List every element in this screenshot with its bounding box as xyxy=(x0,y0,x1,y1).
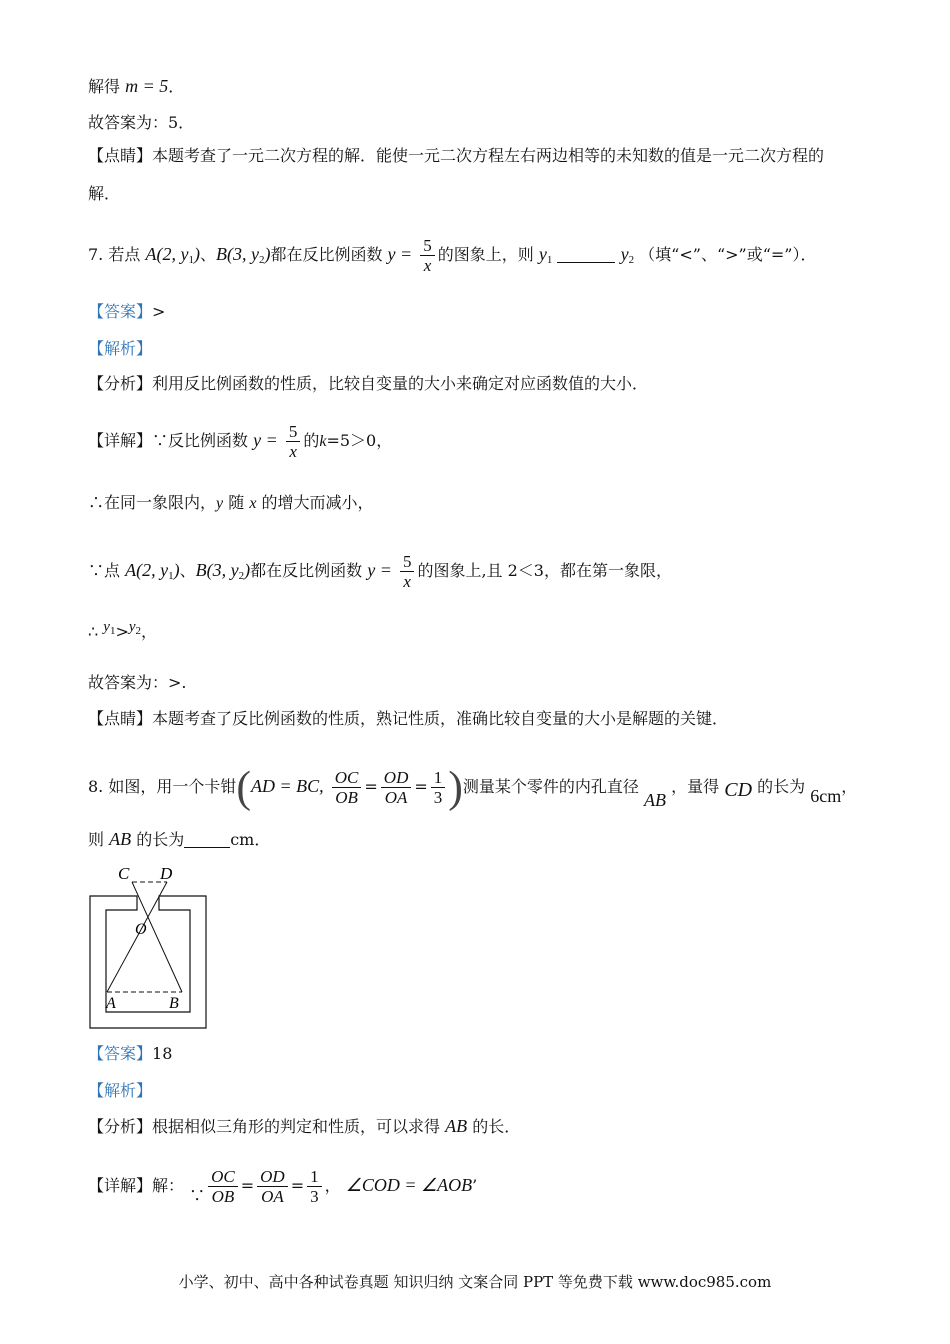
answer-label: 【答案】 xyxy=(88,302,153,321)
fraction-oc-ob xyxy=(208,1167,238,1206)
frac-den: x xyxy=(289,442,297,461)
so-line-1 xyxy=(88,493,374,514)
point-a: A(2, $y_1$) xyxy=(145,244,200,266)
label-b: B xyxy=(169,995,179,1012)
detail-8 xyxy=(88,1162,477,1208)
frac-num: 5 xyxy=(420,236,435,256)
frac-den: OA xyxy=(261,1187,284,1206)
frac-den: OA xyxy=(384,788,408,807)
because: ∵ xyxy=(189,1186,206,1205)
fx8-a: 【分析】根据相似三角形的判定和性质，可以求得 xyxy=(88,1117,441,1136)
answer-line: 故答案为：5． xyxy=(88,113,195,132)
answer-blank xyxy=(184,847,230,848)
frac-den: 3 xyxy=(433,788,443,807)
answer-value: 18 xyxy=(152,1044,173,1063)
answer-7 xyxy=(88,302,165,322)
fraction-1-3 xyxy=(431,768,446,807)
comment-line: 【点睛】本题考查了一元二次方程的解．能使一元二次方程左右两边相等的未知数的值是一元二次方程的 xyxy=(88,146,825,165)
q8-e: ， xyxy=(841,777,858,796)
q8-d: 的长为 xyxy=(757,777,806,796)
y2-text: y xyxy=(128,619,136,635)
cd: CD xyxy=(724,779,753,801)
bc-b: 都在反比例函数 xyxy=(250,561,363,580)
y2-text: y xyxy=(620,244,629,264)
frac-num: 5 xyxy=(286,422,301,442)
answer-label: 【答案】 xyxy=(88,1044,153,1063)
so1-c: 的增大而减小， xyxy=(261,493,374,512)
solution-line: 解得 m = 5． xyxy=(88,76,185,96)
so-line-2 xyxy=(88,619,158,647)
comma: ， xyxy=(324,1176,341,1195)
ab: AB xyxy=(445,1116,468,1136)
y1: $y_1$ xyxy=(538,244,553,266)
fraction-1-3 xyxy=(307,1167,322,1206)
fraction-5-over-x xyxy=(286,422,301,461)
page-footer: 小学、初中、高中各种试卷真题 知识归纳 文案合同 PPT 等免费下载 www.doc985.com xyxy=(178,1273,772,1291)
frac-num: 1 xyxy=(431,768,446,788)
q7-tail: （填“<”、“>”或“=”）． xyxy=(639,245,817,264)
y2: $y_2$ xyxy=(128,619,142,637)
eq: = xyxy=(290,1176,305,1195)
detail-7-a: 【详解】∵反比例函数 xyxy=(88,431,249,450)
fraction-5-over-x xyxy=(400,552,415,591)
answer-value: > xyxy=(152,302,166,321)
q8-c: ，量得 xyxy=(671,777,720,796)
q8-l2-c: cm． xyxy=(230,830,271,849)
question-8-line-2 xyxy=(88,829,270,850)
frac-den: 3 xyxy=(310,1187,319,1206)
frac-den: x xyxy=(403,572,411,591)
bc-a: ∵点 xyxy=(88,561,121,580)
so1-x: x xyxy=(249,495,257,512)
detail-7-b: 的 xyxy=(303,431,320,450)
frac-den: OB xyxy=(335,788,358,807)
point-a: A(2, $y_1$) xyxy=(125,560,180,582)
fraction-od-oa xyxy=(257,1167,288,1206)
comment-7: 【点睛】本题考查了反比例函数的性质，熟记性质，准确比较自变量的大小是解题的关键． xyxy=(88,709,729,728)
y1: $y_1$ xyxy=(103,619,116,637)
fx8-b: 的长． xyxy=(472,1117,521,1136)
frac-num: 5 xyxy=(400,552,415,572)
so1-y: y xyxy=(216,495,224,512)
y2: $y_2$ xyxy=(620,244,635,266)
angle-eq: ∠COD = ∠AOB xyxy=(345,1175,473,1195)
label-o: O xyxy=(135,921,147,938)
because-line xyxy=(88,552,672,591)
text: 解得 xyxy=(88,77,121,96)
q7-prefix: 7. 若点 xyxy=(88,245,141,264)
analysis-7: 【分析】利用反比例函数的性质，比较自变量的大小来确定对应函数值的大小． xyxy=(88,374,649,393)
q8-a: 8. 如图，用一个卡钳 xyxy=(88,777,237,796)
point-a-text: A(2, y xyxy=(125,560,169,580)
func-y: y = xyxy=(367,560,392,580)
frac-den: x xyxy=(423,256,432,275)
detail-7 xyxy=(88,422,392,461)
answer-8 xyxy=(88,1044,172,1064)
q7-mid: 都在反比例函数 xyxy=(270,245,383,264)
xj8-a: 【详解】解： xyxy=(88,1176,185,1195)
q8-l2-b: 的长为 xyxy=(136,830,185,849)
label-a: A xyxy=(106,995,116,1012)
comma: ， xyxy=(141,622,158,641)
comment-line-2: 解． xyxy=(88,184,121,203)
frac-den: OB xyxy=(211,1187,235,1206)
frac-num: OC xyxy=(332,768,362,788)
separator: 、 xyxy=(199,245,216,264)
detail-7-c: =5＞0， xyxy=(326,431,393,450)
fraction-oc-ob xyxy=(332,768,362,807)
point-b-text: B(3, y xyxy=(195,560,239,580)
analysis-8 xyxy=(88,1116,520,1137)
conclusion-7: 故答案为：>. xyxy=(88,673,187,692)
func-y: y = xyxy=(387,244,413,264)
q7-after: 的图象上，则 xyxy=(437,245,534,264)
func-y: y = xyxy=(253,430,278,450)
q8-b: 测量某个零件的内孔直径 xyxy=(462,777,639,796)
therefore: ∴ xyxy=(88,622,99,641)
so1-b: 随 xyxy=(228,493,245,512)
label-c: C xyxy=(118,864,130,883)
frac-num: 1 xyxy=(307,1167,322,1187)
analysis-label-8: 【解析】 xyxy=(88,1081,153,1100)
analysis-label-7: 【解析】 xyxy=(88,339,153,358)
trail: ’ xyxy=(472,1176,478,1195)
separator: 、 xyxy=(179,561,196,580)
point-b: B(3, $y_2$) xyxy=(215,244,271,266)
math: m = 5 xyxy=(125,76,169,96)
fraction-5-over-x xyxy=(420,236,435,275)
ab: AB xyxy=(109,829,132,849)
frac-num: OC xyxy=(208,1167,238,1187)
point-b-text: B(3, y xyxy=(215,244,259,264)
point-b: B(3, $y_2$) xyxy=(195,560,251,582)
eq: = xyxy=(240,1176,255,1195)
ad-bc: AD = BC, xyxy=(251,776,324,796)
fraction-od-oa xyxy=(381,768,412,807)
y1-text: y xyxy=(103,619,110,635)
frac-num: OD xyxy=(381,768,412,788)
paren-left: ( xyxy=(236,762,252,812)
paren-right: ) xyxy=(448,762,463,812)
gt: > xyxy=(115,622,129,641)
ab: AB xyxy=(644,790,667,810)
so1-a: ∴在同一象限内， xyxy=(88,493,217,512)
label-d: D xyxy=(160,864,173,883)
y1-text: y xyxy=(538,244,547,264)
point-a-text: A(2, y xyxy=(145,244,189,264)
caliper-diagram xyxy=(82,860,212,1032)
bc-c: 的图象上,且 2＜3，都在第一象限， xyxy=(417,561,672,580)
question-7 xyxy=(88,236,816,275)
question-8: 8. 如图，用一个卡钳(AD = BC, $\frac{OC}{OB}$ = $\frac{OD}{OA}$ = $\frac{1}{3}$ )测量某个零件的内孔直径 AB ，量得 CD 的长为 6cm， xyxy=(88,762,858,812)
len-6cm: 6cm xyxy=(810,786,842,806)
k: k xyxy=(319,433,327,450)
frac-num: OD xyxy=(257,1167,288,1187)
answer-blank xyxy=(557,262,615,263)
q8-l2-a: 则 xyxy=(88,830,105,849)
